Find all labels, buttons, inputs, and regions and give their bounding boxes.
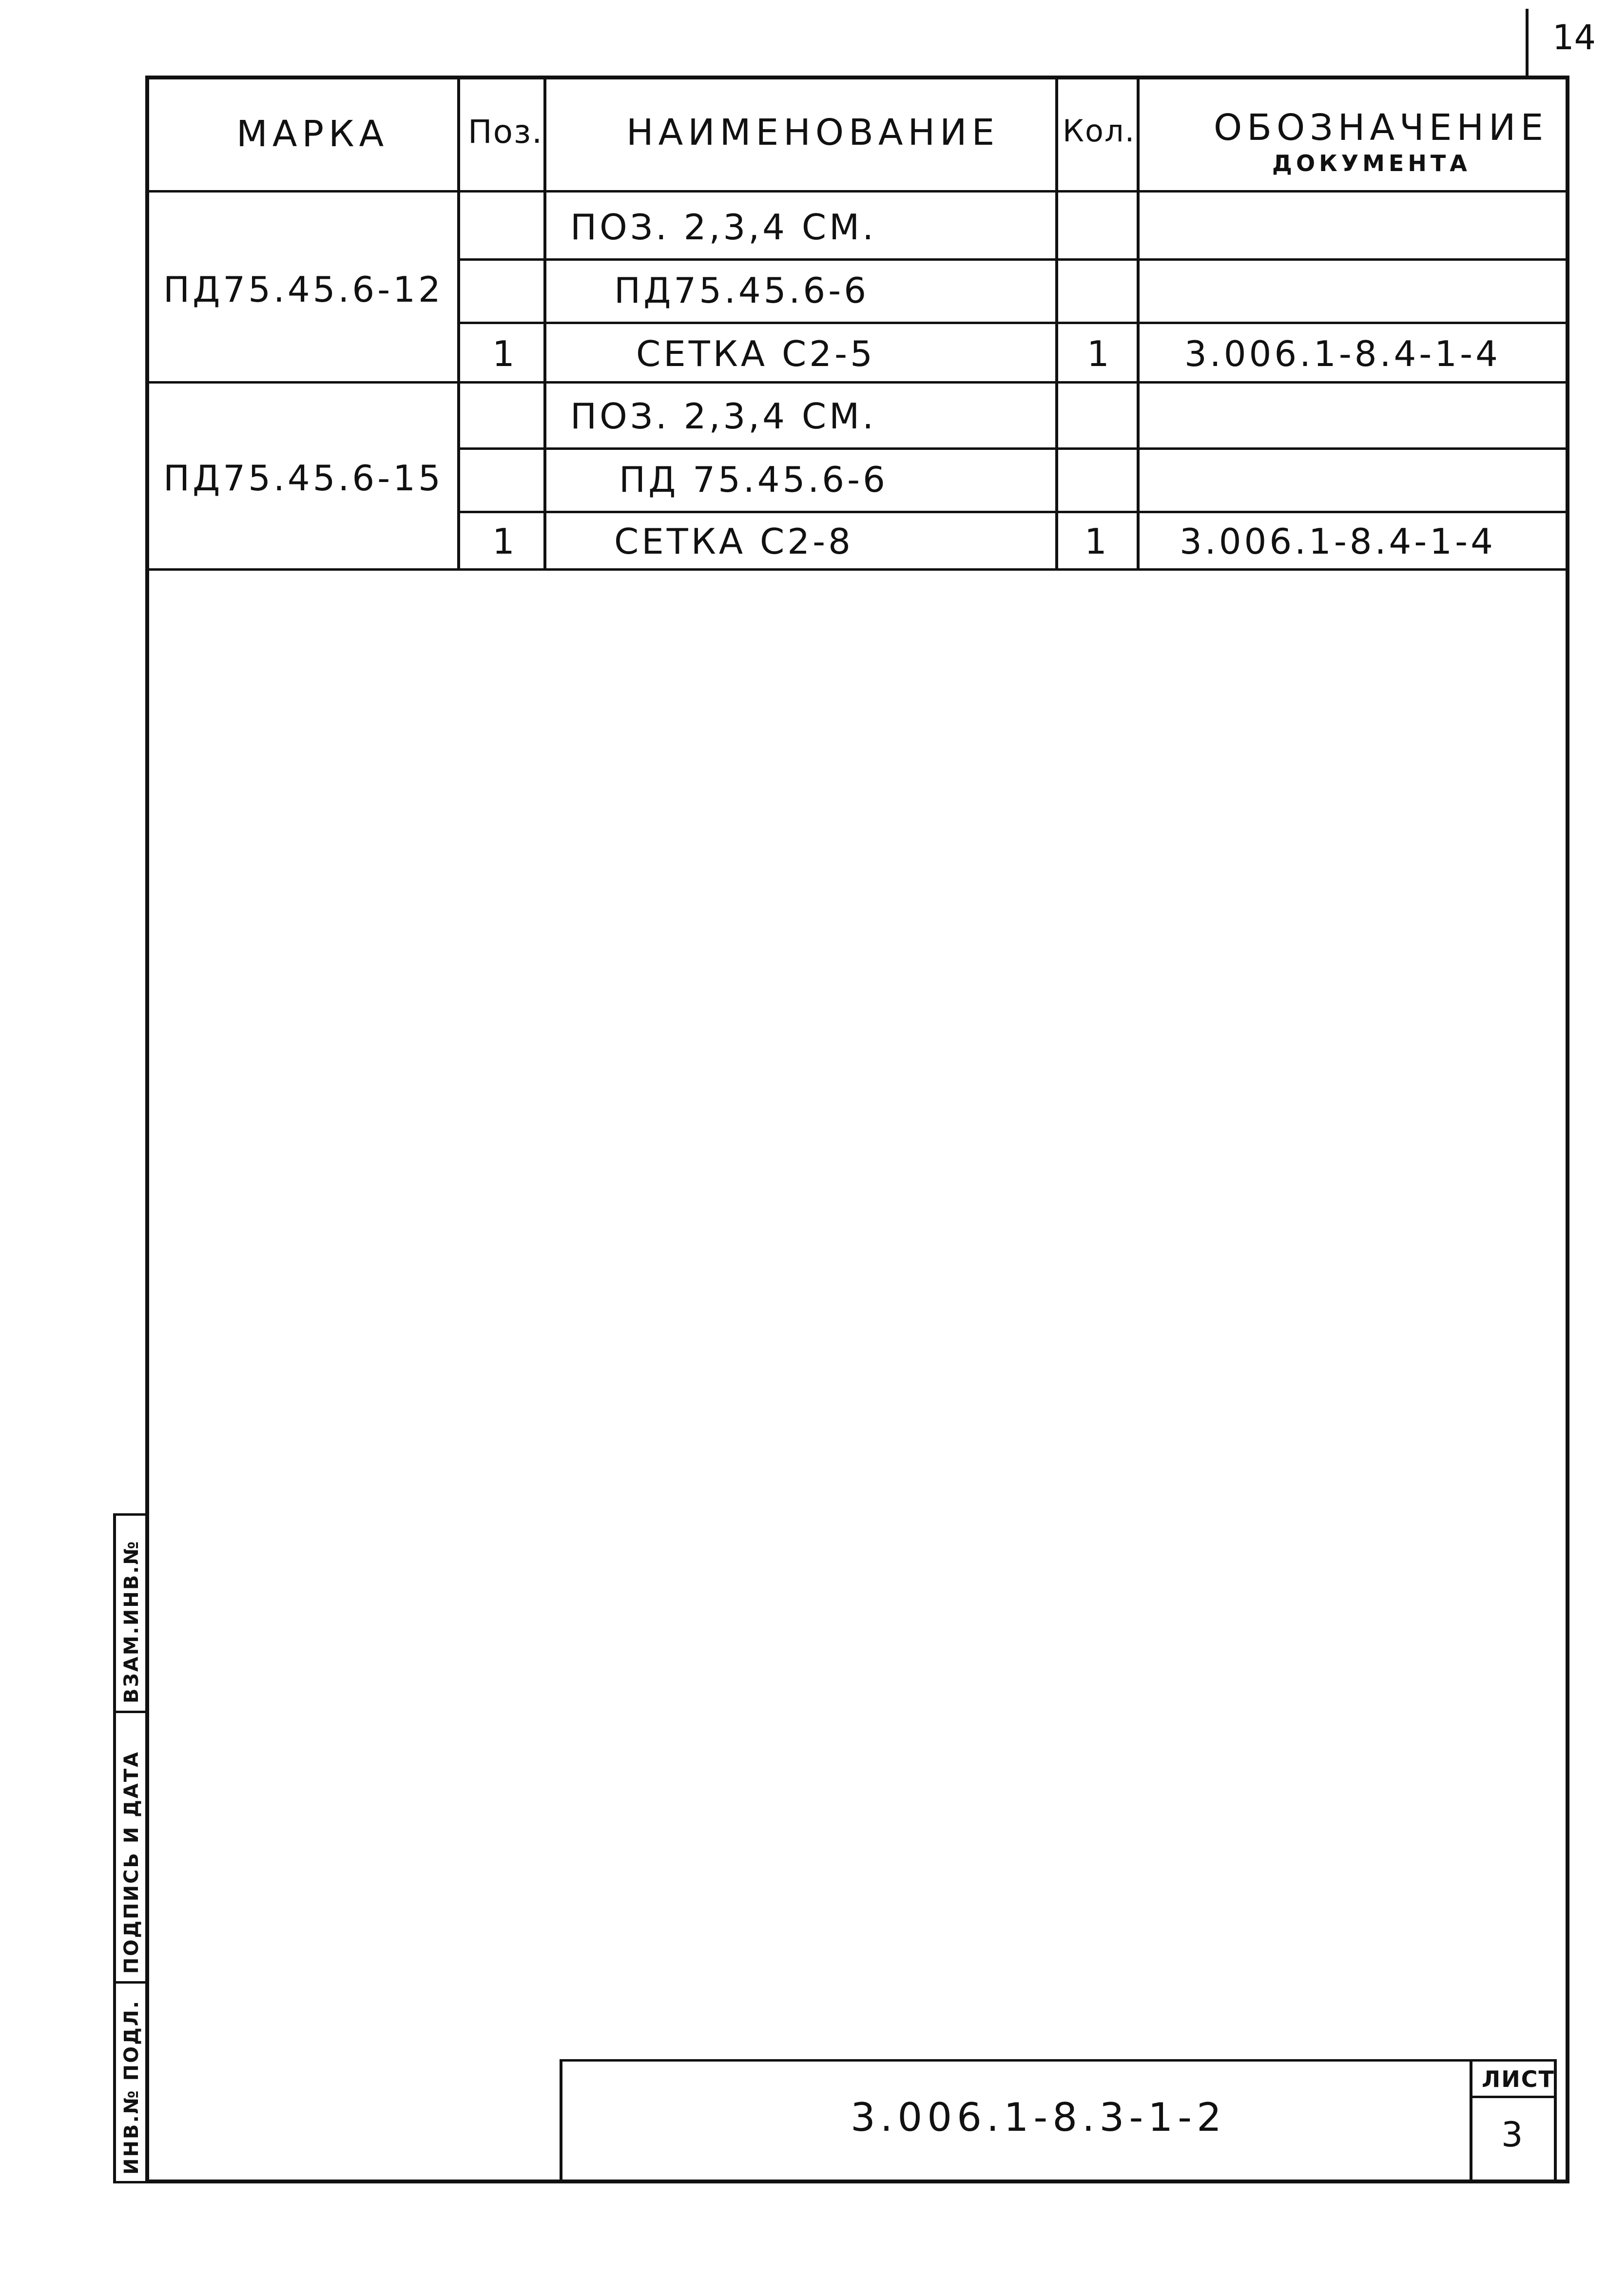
row-line <box>458 511 1569 513</box>
group-1-row-3-name: СЕТКА С2-5 <box>636 333 875 374</box>
header-bottom-line <box>145 190 1569 193</box>
sheet-number: 3 <box>1501 2115 1523 2155</box>
header-designation: ОБОЗНАЧЕНИЕ <box>1214 107 1549 149</box>
group-2-row-3-designation: 3.006.1-8.4-1-4 <box>1180 521 1496 562</box>
strip-inv-replace: ВЗАМ.ИНВ.№ <box>120 1540 143 1703</box>
col-line <box>543 76 546 570</box>
group-1-row-3-qty: 1 <box>1087 333 1112 374</box>
group-2-row-3-qty: 1 <box>1084 521 1110 562</box>
col-line <box>457 76 460 570</box>
group-1-row-2-name: ПД75.45.6-6 <box>614 270 869 311</box>
title-block-top-line <box>561 2059 1555 2062</box>
strip-line <box>113 1711 147 1713</box>
sheet-label: ЛИСТ <box>1482 2066 1555 2092</box>
group-1-row-3-designation: 3.006.1-8.4-1-4 <box>1184 333 1501 374</box>
strip-sign-date: ПОДПИСЬ И ДАТА <box>120 1750 143 1974</box>
title-block-left-line <box>560 2059 562 2183</box>
header-designation-sub: ДОКУМЕНТА <box>1272 150 1471 176</box>
strip-line <box>113 2181 147 2183</box>
strip-outer-line <box>113 1513 116 2183</box>
page-number-separator <box>1526 9 1529 77</box>
strip-line <box>113 1981 147 1984</box>
header-mark: МАРКА <box>236 113 389 155</box>
header-pos: Поз. <box>468 113 543 151</box>
strip-line <box>113 1513 147 1516</box>
document-code: 3.006.1-8.3-1-2 <box>851 2095 1226 2140</box>
col-line <box>1137 76 1140 570</box>
strip-inv-orig: ИНВ.№ ПОДЛ. <box>120 1999 143 2175</box>
group-2-row-3-pos: 1 <box>492 521 518 562</box>
group-2-row-3-name: СЕТКА С2-8 <box>614 521 853 562</box>
header-qty: Кол. <box>1063 113 1136 149</box>
header-name: НАИМЕНОВАНИЕ <box>626 112 1000 154</box>
row-line <box>458 258 1569 261</box>
group-1-row-3-pos: 1 <box>492 333 518 374</box>
title-block-sheet-line <box>1470 2059 1472 2183</box>
group-1-row-1-name: ПОЗ. 2,3,4 СМ. <box>570 207 877 248</box>
row-line <box>458 447 1569 450</box>
group-line <box>145 381 1569 384</box>
drawing-frame <box>145 76 1569 2183</box>
group-2-row-1-name: ПОЗ. 2,3,4 СМ. <box>570 396 877 437</box>
row-line <box>458 322 1569 324</box>
col-line <box>1055 76 1058 570</box>
group-2-row-2-name: ПД 75.45.6-6 <box>619 459 888 500</box>
page-number: 14 <box>1552 18 1596 58</box>
sheet-divider-line <box>1470 2096 1556 2098</box>
group-1-mark: ПД75.45.6-12 <box>163 269 444 310</box>
group-2-mark: ПД75.45.6-15 <box>163 458 444 499</box>
table-bottom-line <box>145 568 1569 571</box>
